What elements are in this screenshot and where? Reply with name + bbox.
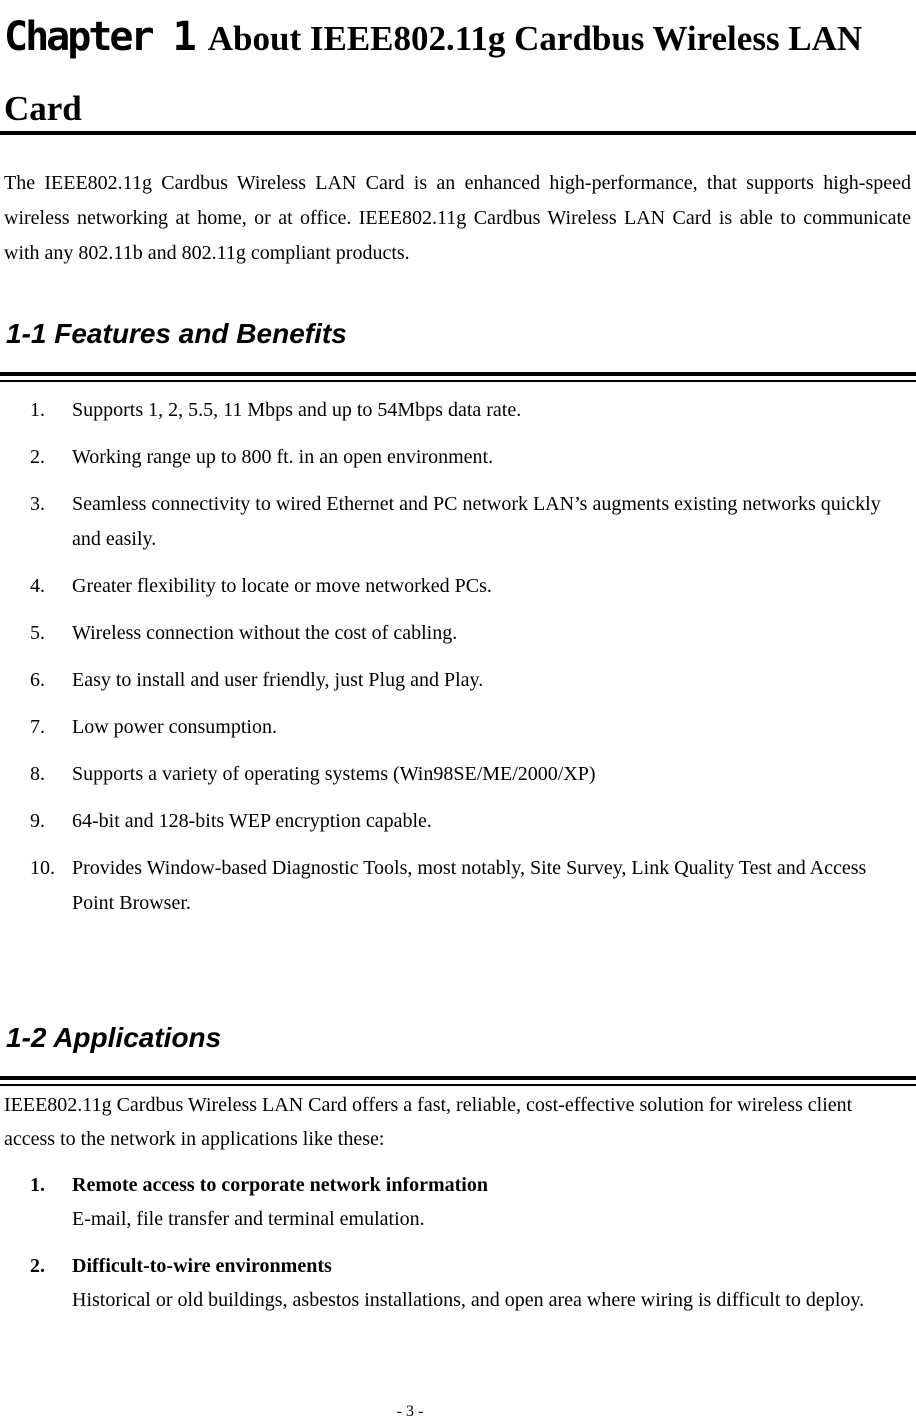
feature-text: Low power consumption.	[72, 716, 277, 738]
feature-number: 1.	[30, 399, 45, 421]
applications-intro: IEEE802.11g Cardbus Wireless LAN Card offers a fast, reliable, cost-effective solution for wireless client access to the network in applications like these:	[4, 1094, 853, 1150]
feature-item	[0, 804, 910, 839]
features-divider-thick	[0, 372, 916, 376]
feature-text: 64-bit and 128-bits WEP encryption capable.	[72, 810, 432, 832]
feature-number: 5.	[30, 622, 45, 644]
application-description: E-mail, file transfer and terminal emulation.	[72, 1208, 425, 1230]
application-item	[0, 1168, 912, 1236]
feature-number: 4.	[30, 575, 45, 597]
feature-item	[0, 757, 910, 792]
feature-number: 7.	[30, 716, 45, 738]
feature-text: Seamless connectivity to wired Ethernet and PC network LAN’s augments existing networks quickly and easily.	[72, 493, 881, 550]
feature-number: 2.	[30, 446, 45, 468]
feature-text: Greater flexibility to locate or move networked PCs.	[72, 575, 492, 597]
feature-number: 10.	[30, 857, 55, 879]
feature-item	[0, 663, 910, 698]
feature-number: 8.	[30, 763, 45, 785]
feature-item	[0, 851, 910, 921]
feature-item	[0, 569, 910, 604]
feature-text: Working range up to 800 ft. in an open environment.	[72, 446, 494, 468]
chapter-title	[4, 2, 909, 144]
chapter-divider	[0, 131, 916, 135]
applications-divider-thin	[0, 1084, 916, 1086]
feature-number: 9.	[30, 810, 45, 832]
chapter-label: Chapter 1	[4, 14, 194, 60]
feature-text: Supports 1, 2, 5.5, 11 Mbps and up to 54Mbps data rate.	[72, 399, 522, 421]
feature-number: 3.	[30, 493, 45, 515]
feature-text: Wireless connection without the cost of cabling.	[72, 622, 458, 644]
application-number: 2.	[30, 1255, 45, 1277]
feature-item	[0, 393, 910, 428]
feature-text: Easy to install and user friendly, just Plug and Play.	[72, 669, 484, 691]
feature-item	[0, 487, 910, 557]
applications-divider-thick	[0, 1076, 916, 1080]
applications-heading: 1-2 Applications	[6, 1022, 222, 1053]
application-number: 1.	[30, 1174, 45, 1196]
features-divider-thin	[0, 380, 916, 382]
feature-number: 6.	[30, 669, 45, 691]
application-title: Remote access to corporate network information	[72, 1174, 488, 1196]
features-heading: 1-1 Features and Benefits	[6, 318, 347, 349]
page-number: - 3 -	[396, 1403, 424, 1420]
intro-paragraph: The IEEE802.11g Cardbus Wireless LAN Card is an enhanced high-performance, that supports high-speed wireless networking at home, or at office. IEEE802.11g Cardbus Wireless LAN Card is able to communicate with any 802.11b and 802.11g compliant products.	[4, 172, 911, 264]
feature-text: Provides Window-based Diagnostic Tools, most notably, Site Survey, Link Quality Test and Access Point Browser.	[72, 857, 867, 914]
feature-item	[0, 710, 910, 745]
application-item	[0, 1249, 912, 1317]
feature-item	[0, 440, 910, 475]
application-title: Difficult-to-wire environments	[72, 1255, 332, 1277]
chapter-title-text: About IEEE802.11g Cardbus Wireless LAN Card	[4, 19, 863, 128]
application-description: Historical or old buildings, asbestos installations, and open area where wiring is difficult to deploy.	[72, 1289, 865, 1311]
feature-text: Supports a variety of operating systems (Win98SE/ME/2000/XP)	[72, 763, 596, 785]
features-list	[0, 393, 910, 933]
applications-list	[0, 1168, 912, 1330]
feature-item	[0, 616, 910, 651]
